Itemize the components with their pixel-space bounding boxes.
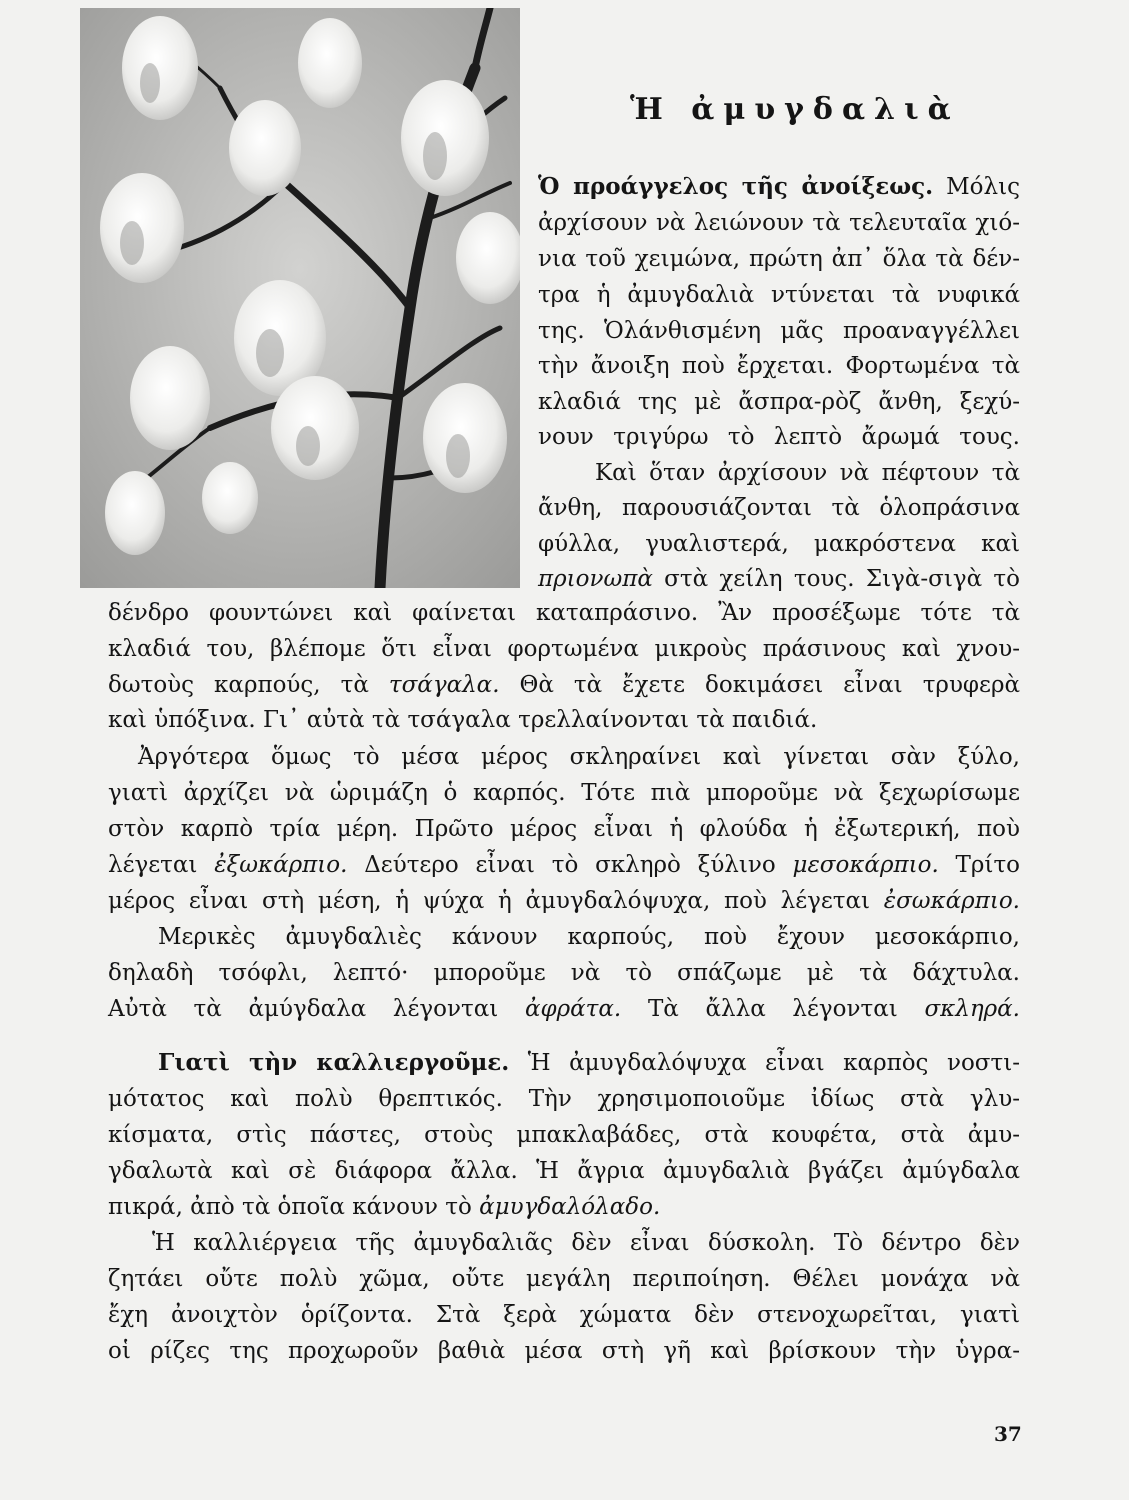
text-fragment: Αὐτὰ τὰ ἀμύγδαλα λέγονται (108, 996, 525, 1022)
section-heading: Ὁ προάγγελος τῆς ἀνοίξεως. (538, 173, 934, 200)
text-line: ἔχη ἀνοιχτὸν ὁρίζοντα. Στὰ ξερὰ χώματα δὲν στενοχωρεῖται, γιατὶ (108, 1302, 1020, 1328)
text-line: νουν τριγύρω τὸ λεπτὸ ἄρωμά τους. (538, 424, 1020, 450)
text-fragment: Δεύτερο εἶναι τὸ σκληρὸ ξύλινο (347, 852, 793, 878)
text-line: ζητάει οὔτε πολὺ χῶμα, οὔτε μεγάλη περιποίηση. Θέλει μονάχα νὰ (108, 1266, 1020, 1292)
text-line: ἀρχίσουν νὰ λειώνουν τὰ τελευταῖα χιό- (538, 210, 1020, 236)
text-line: γιατὶ ἀρχίζει νὰ ὡριμάζη ὁ καρπός. Τότε πιὰ μποροῦμε νὰ ξεχωρίσωμε (108, 780, 1020, 806)
text-line: στὸν καρπὸ τρία μέρη. Πρῶτο μέρος εἶναι ἡ φλούδα ἡ ἐξωτερική, ποὺ (108, 816, 1020, 842)
term-italic: ἀμυγδαλόλαδο. (479, 1194, 661, 1220)
text-line: κλαδιά της μὲ ἄσπρα-ρὸζ ἄνθη, ξεχύ- (538, 389, 1020, 415)
term-italic: μεσοκάρπιο. (792, 852, 939, 878)
text-line (538, 172, 1020, 202)
text-line (158, 1048, 1020, 1078)
text-fragment: στὰ χείλη τους. Σιγὰ-σιγὰ τὸ (652, 566, 1020, 592)
term-italic: τσάγαλα. (388, 672, 500, 698)
page-number: 37 (994, 1422, 1022, 1446)
text-line: Μερικὲς ἀμυγδαλιὲς κάνουν καρπούς, ποὺ ἔχουν μεσοκάρπιο, (158, 924, 1020, 950)
text-fragment: Θὰ τὰ ἔχετε δοκιμάσει εἶναι τρυφερὰ (499, 672, 1020, 698)
section-heading: Γιατὶ τὴν καλλιεργοῦμε. (158, 1049, 510, 1076)
text-line: τρα ἡ ἀμυγδαλιὰ ντύνεται τὰ νυφικά (538, 282, 1020, 308)
text-line: γδαλωτὰ καὶ σὲ διάφορα ἄλλα. Ἡ ἄγρια ἀμυγδαλιὰ βγάζει ἀμύγδαλα (108, 1158, 1020, 1184)
text-fragment: Τρίτο (938, 852, 1021, 878)
text-line: δηλαδὴ τσόφλι, λεπτό· μποροῦμε νὰ τὸ σπάζωμε μὲ τὰ δάχτυλα. (108, 960, 1020, 986)
text-line: κίσματα, στὶς πάστες, στοὺς μπακλαβάδες, στὰ κουφέτα, στὰ ἀμυ- (108, 1122, 1020, 1148)
text-line (538, 564, 1020, 594)
text-line: νια τοῦ χειμώνα, πρώτη ἀπ᾿ ὅλα τὰ δέν- (538, 246, 1020, 272)
text-line: Καὶ ὅταν ἀρχίσουν νὰ πέφτουν τὰ (595, 460, 1020, 486)
blossom-illustration (80, 8, 520, 588)
term-italic: ἐσωκάρπιο. (883, 888, 1020, 914)
text-fragment: λέγεται (108, 852, 215, 878)
text-line (108, 850, 1020, 880)
text-fragment: δωτοὺς καρπούς, τὰ (108, 672, 389, 698)
term-italic: σκληρά. (924, 996, 1020, 1022)
text-line: φύλλα, γυαλιστερά, μακρόστενα καὶ (538, 531, 1020, 557)
text-fragment: μέρος εἶναι στὴ μέση, ἡ ψύχα ἡ ἀμυγδαλόψυχα, ποὺ λέγεται (108, 888, 884, 914)
text-fragment: Ἡ ἀμυγδαλόψυχα εἶναι καρπὸς νοστι- (509, 1050, 1021, 1076)
text-line: μότατος καὶ πολὺ θρεπτικός. Τὴν χρησιμοποιοῦμε ἰδίως στὰ γλυ- (108, 1086, 1020, 1112)
text-line (108, 994, 1020, 1024)
text-line: κλαδιά του, βλέπομε ὅτι εἶναι φορτωμένα μικροὺς πράσινους καὶ χνου- (108, 636, 1020, 662)
term-italic: ἐξωκάρπιο. (214, 852, 348, 878)
almond-blossom-photo (80, 8, 520, 588)
text-fragment: πικρά, ἀπὸ τὰ ὁποῖα κάνουν τὸ (108, 1194, 480, 1220)
text-fragment: Μόλις (933, 174, 1021, 200)
text-fragment: Τὰ ἄλλα λέγονται (621, 996, 925, 1022)
text-line: καὶ ὑπόξινα. Γι᾿ αὐτὰ τὰ τσάγαλα τρελλαίνονται τὰ παιδιά. (108, 707, 818, 733)
text-line (108, 1192, 1020, 1222)
term-italic: πριονωπὰ (538, 566, 653, 592)
term-italic: ἀφράτα. (524, 996, 622, 1022)
text-line: της. Ὁλάνθισμένη μᾶς προαναγγέλλει (538, 318, 1020, 344)
text-line: Ἀργότερα ὅμως τὸ μέσα μέρος σκληραίνει καὶ γίνεται σὰν ξύλο, (138, 744, 1020, 770)
text-line (108, 670, 1020, 700)
page-title: Ἡ ἀμυγδαλιὰ (630, 92, 960, 127)
text-line: δένδρο φουντώνει καὶ φαίνεται καταπράσινο. Ἂν προσέξωμε τότε τὰ (108, 600, 1020, 626)
text-line: τὴν ἄνοιξη ποὺ ἔρχεται. Φορτωμένα τὰ (538, 353, 1020, 379)
text-line (108, 886, 1020, 916)
text-line: οἱ ρίζες της προχωροῦν βαθιὰ μέσα στὴ γῆ καὶ βρίσκουν τὴν ὑγρα- (108, 1338, 1020, 1364)
text-line: Ἡ καλλιέργεια τῆς ἀμυγδαλιᾶς δὲν εἶναι δύσκολη. Τὸ δέντρο δὲν (152, 1230, 1020, 1256)
text-line: ἄνθη, παρουσιάζονται τὰ ὁλοπράσινα (538, 495, 1020, 521)
